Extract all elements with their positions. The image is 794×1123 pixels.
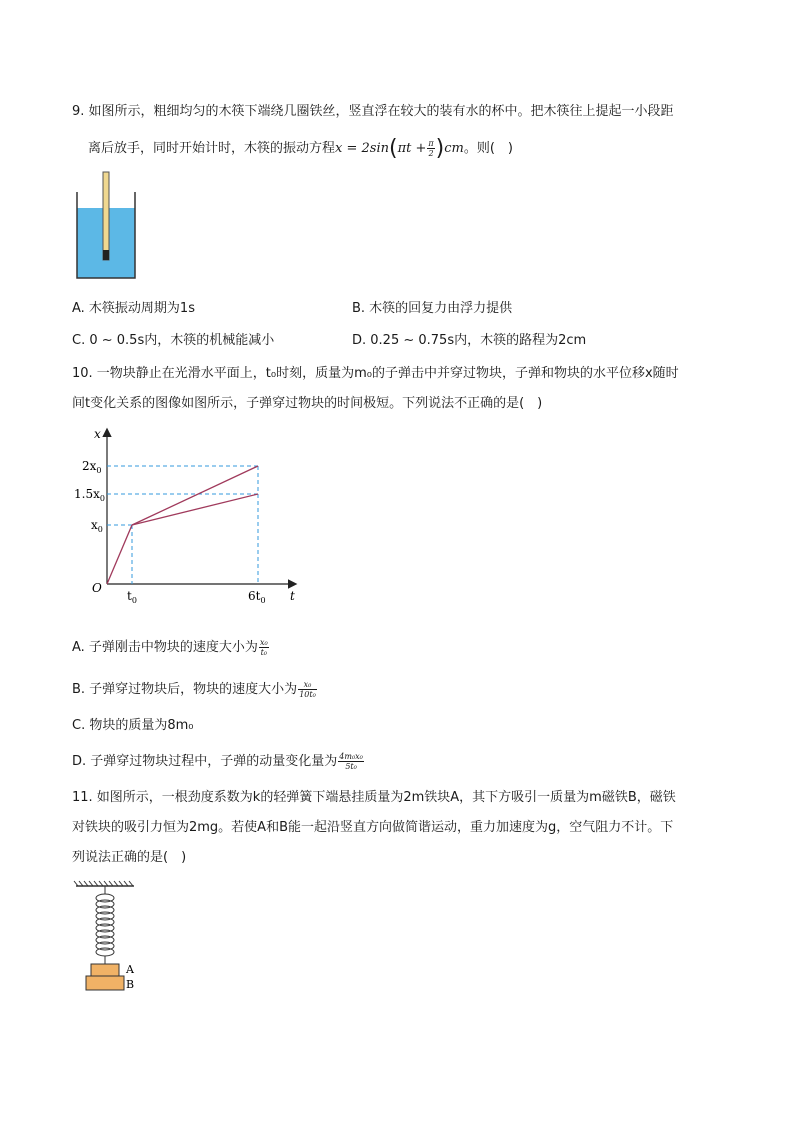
q10-option-b-text: B. 子弹穿过物块后，物块的速度大小为 bbox=[72, 682, 298, 697]
q10-option-b bbox=[72, 680, 318, 700]
q10-d-den: 5t₀ bbox=[345, 762, 357, 771]
ytick-2x0 bbox=[82, 459, 102, 475]
q10-b-den: 10t₀ bbox=[299, 690, 316, 699]
iron-block-a bbox=[91, 964, 119, 976]
q10-a-den: t₀ bbox=[260, 648, 267, 657]
ytick-1-5x0-main: 1.5x bbox=[74, 487, 100, 501]
q10-xt-graph bbox=[74, 420, 305, 610]
q10-line2: 间t变化关系的图像如图所示，子弹穿过物块的时间极短。下列说法不正确的是( ) bbox=[72, 396, 543, 411]
q9-line2-text: 离后放手，同时开始计时，木筷的振动方程 bbox=[88, 141, 336, 156]
q11-line1: 11. 如图所示，一根劲度系数为k的轻弹簧下端悬挂质量为2m铁块A，其下方吸引一质量为m磁铁B，磁铁 bbox=[72, 790, 676, 805]
ytick-2x0-main: 2x bbox=[82, 459, 97, 473]
q10-option-a-text: A. 子弹刚击中物块的速度大小为 bbox=[72, 640, 258, 655]
xtick-6t0-main: 6t bbox=[248, 589, 261, 603]
bullet-after-line bbox=[132, 466, 258, 525]
initial-bullet-line bbox=[107, 525, 132, 584]
q10-a-num: x₀ bbox=[259, 638, 268, 647]
label-a: A bbox=[126, 963, 134, 976]
q9-paren-close: ) bbox=[435, 136, 445, 161]
xtick-t0-main: t bbox=[127, 589, 132, 603]
q11-line3: 列说法正确的是( ) bbox=[72, 850, 187, 865]
q9-beaker-figure bbox=[74, 170, 140, 282]
q10-d-num: 4m₀x₀ bbox=[339, 752, 363, 761]
q10-line1: 10. 一物块静止在光滑水平面上，t₀时刻，质量为m₀的子弹击中并穿过物块，子弹和物块的水平位移x随时 bbox=[72, 366, 679, 381]
q9-option-b: B. 木筷的回复力由浮力提供 bbox=[352, 301, 513, 316]
q10-option-d-text: D. 子弹穿过物块过程中，子弹的动量变化量为 bbox=[72, 754, 338, 769]
q9-frac-den: 2 bbox=[428, 149, 434, 158]
q10-option-c: C. 物块的质量为8m₀ bbox=[72, 718, 194, 733]
ytick-x0-sub: 0 bbox=[97, 525, 103, 534]
q9-option-a: A. 木筷振动周期为1s bbox=[72, 301, 195, 316]
q9-line1: 9. 如图所示，粗细均匀的木筷下端绕几圈铁丝，竖直浮在较大的装有水的杯中。把木筷往上提起一小段距 bbox=[72, 104, 674, 119]
q9-option-c: C. 0 ~ 0.5s内，木筷的机械能减小 bbox=[72, 333, 275, 348]
q11-line2: 对铁块的吸引力恒为2mg。若使A和B能一起沿竖直方向做简谐运动，重力加速度为g，空气阻力不计。下 bbox=[72, 820, 674, 835]
q9-paren-open: ( bbox=[388, 136, 398, 161]
ytick-1-5x0-sub: 0 bbox=[99, 494, 105, 503]
spring-coils bbox=[96, 894, 114, 956]
q10-option-a-fraction bbox=[259, 638, 269, 657]
q10-option-d-fraction bbox=[338, 752, 364, 771]
ytick-x0-main: x bbox=[91, 518, 98, 532]
q10-option-b-fraction bbox=[298, 680, 317, 699]
q9-equation-left: x = 2sin bbox=[335, 141, 389, 156]
q9-equation-fraction bbox=[427, 139, 434, 158]
q9-line2 bbox=[88, 136, 513, 161]
magnet-b bbox=[86, 976, 124, 990]
xtick-t0-sub: 0 bbox=[131, 596, 137, 605]
iron-wire-coil bbox=[103, 250, 109, 260]
q10-b-num: x₀ bbox=[298, 680, 317, 690]
xtick-6t0 bbox=[248, 589, 266, 605]
block-after-line bbox=[132, 494, 258, 525]
q11-spring-figure bbox=[70, 880, 150, 995]
y-axis-label: x bbox=[94, 427, 101, 441]
ytick-2x0-sub: 0 bbox=[96, 466, 102, 475]
q9-line2-end: 。则( ) bbox=[463, 141, 513, 156]
ytick-1-5x0 bbox=[74, 487, 105, 503]
q10-option-a bbox=[72, 638, 270, 658]
q9-unit: cm bbox=[444, 141, 464, 156]
xtick-6t0-sub: 0 bbox=[260, 596, 266, 605]
q9-option-d: D. 0.25 ~ 0.75s内，木筷的路程为2cm bbox=[352, 333, 587, 348]
q9-equation-pi: πt + bbox=[397, 141, 427, 156]
label-b: B bbox=[126, 978, 135, 991]
q10-option-d bbox=[72, 752, 365, 772]
q9-frac-num: π bbox=[428, 139, 434, 148]
ytick-x0 bbox=[91, 518, 103, 534]
x-axis-label: t bbox=[290, 589, 295, 603]
wooden-stick bbox=[103, 172, 109, 260]
xtick-t0 bbox=[127, 589, 137, 605]
origin-label: O bbox=[92, 581, 102, 595]
